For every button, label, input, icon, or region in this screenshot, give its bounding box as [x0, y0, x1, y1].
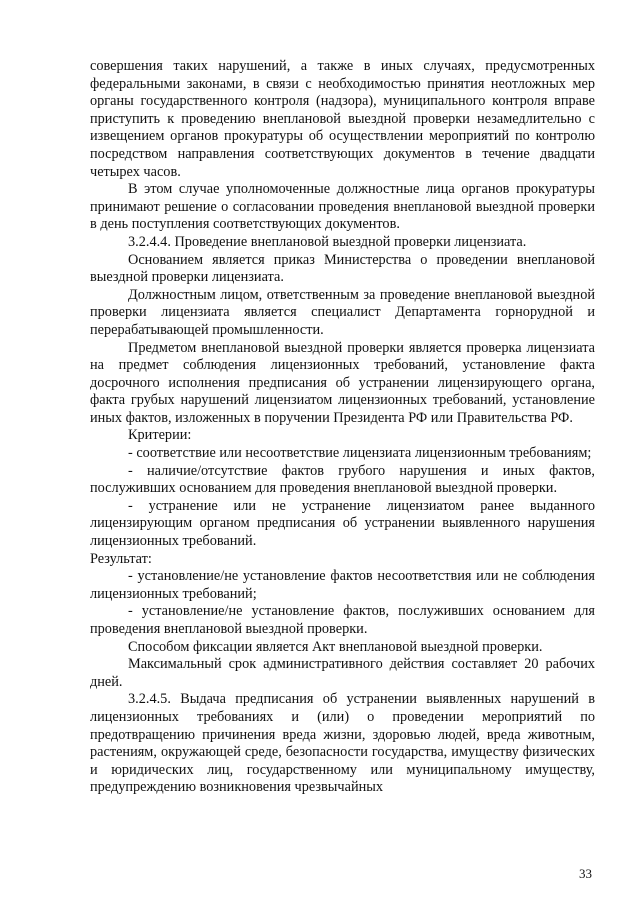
section-heading-3-2-4-4: 3.2.4.4. Проведение внеплановой выездной проверки лицензиата.: [128, 233, 527, 250]
result-item-2: - установление/не установление фактов, послуживших основанием для проведения внеплановой выездной проверки.: [90, 603, 595, 637]
paragraph-subject: Предметом внеплановой выездной проверки является проверка лицензиата на предмет соблюдения лицензионных требований, установление факта досрочного исполнения предписания об устранении лицензирующего органа, факта грубых нарушений лицензиатом лицензионных требований, установление иных фактов, изложенных в поручении Президента РФ или Правительства РФ.: [90, 339, 595, 426]
criteria-item-3: - устранение или не устранение лицензиатом ранее выданного лицензирующим органом предписания об устранении выявленного нарушения лицензионных требований.: [90, 497, 595, 550]
paragraph-responsible: Должностным лицом, ответственным за проведение внеплановой выездной проверки лицензиата является специалист Департамента горнорудной и перерабатывающей промышленности.: [90, 286, 595, 338]
paragraph-fixation: Способом фиксации является Акт внеплановой выездной проверки.: [128, 638, 543, 655]
paragraph-max-term: Максимальный срок административного действия составляет 20 рабочих дней.: [90, 656, 595, 690]
paragraph-1: совершения таких нарушений, а также в иных случаях, предусмотренных федеральными законами, в связи с необходимостью принятия неотложных мер органы государственного контроля (надзора), муниципального контроля вправе приступить к проведению внеплановой выездной проверки незамедлительно с извещением органов прокуратуры об осуществлении мероприятий по контролю посредством направления соответствующих документов в течение двадцати четырех часов.: [90, 58, 595, 180]
criteria-item-2: - наличие/отсутствие фактов грубого нарушения и иных фактов, послуживших основанием для проведения внеплановой выездной проверки.: [90, 462, 595, 497]
document-page: [90, 58, 595, 797]
result-label: Результат:: [90, 550, 152, 567]
paragraph-basis: Основанием является приказ Министерства о проведении внеплановой выездной проверки лицензиата.: [90, 251, 595, 286]
paragraph-2: В этом случае уполномоченные должностные лица органов прокуратуры принимают решение о согласовании проведения внеплановой выездной проверки в день поступления соответствующих документов.: [90, 181, 595, 233]
page-number: 33: [579, 866, 592, 881]
result-item-1: - установление/не установление фактов несоответствия или не соблюдения лицензионных требований;: [90, 568, 595, 602]
criteria-label: Критерии:: [128, 427, 192, 444]
criteria-item-1: - соответствие или несоответствие лицензиата лицензионным требованиям;: [128, 445, 592, 462]
section-heading-3-2-4-5: 3.2.4.5. Выдача предписания об устранении выявленных нарушений в лицензионных требованиях и (или) о проведении мероприятий по предотвращению причинения вреда жизни, здоровью людей, вреда животным, растениям, окружающей среде, безопасности государства, имуществу физических и юридических лиц, государственному или муниципальному имуществу, предупреждению возникновения чрезвычайных: [90, 691, 595, 796]
